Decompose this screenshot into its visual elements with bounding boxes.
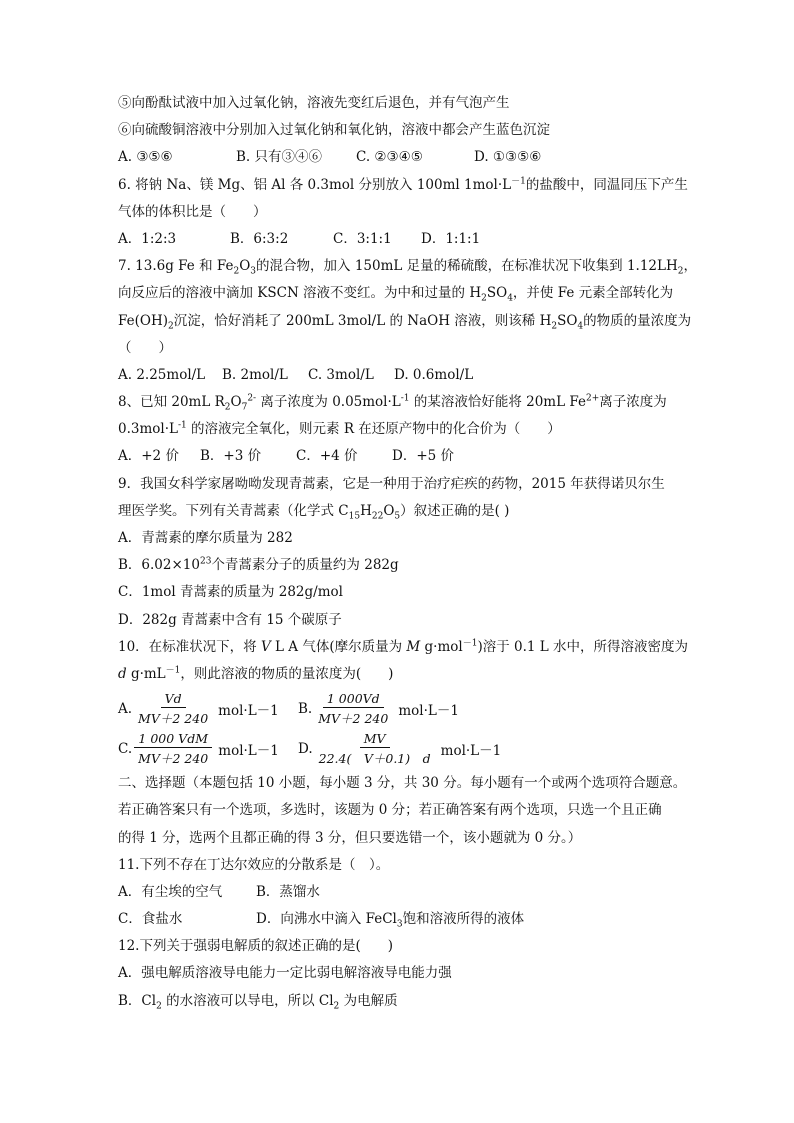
denominator: 22.4( V＋0.1) d xyxy=(318,751,431,767)
q11-options-row1 xyxy=(118,879,688,906)
option-d: D. ①③⑤⑥ xyxy=(474,149,542,166)
option-b: B. 只有③④⑥ xyxy=(236,149,323,166)
option-d: D. 0.6mol/L xyxy=(394,366,474,383)
q6-stem-line2: 气体的体积比是（ ） xyxy=(118,203,267,220)
q10-option-b: B. $\frac{1 000Vd}{MV+2 240}$ mol·L－1 xyxy=(298,691,459,727)
option-c: C．3:1:1 xyxy=(333,230,392,247)
option-a: A. ③⑤⑥ xyxy=(118,149,173,166)
q11-options-row2 xyxy=(118,906,688,933)
option-c: C．+4 价 xyxy=(296,448,358,465)
q8-stem-line1: 8、已知 20mL $R_2O_7^{2-}$ 离子浓度为 $0.05mol\cdot L^{-1}$ 的某溶液恰好能将 20mL $Fe^{2+}$离子浓度为 xyxy=(118,393,667,413)
q7-stem-line1: 7. 13.6g Fe 和 $Fe_2O_3$的混合物，加入 150mL 足量的稀硫酸，在标准状况下收集到 $1.12LH_2$， xyxy=(118,258,697,277)
option-a: A．+2 价 xyxy=(118,448,179,465)
option-d: D．+5 价 xyxy=(392,448,455,465)
numerator: MV xyxy=(360,731,390,748)
q9-option-c: C．1mol 青蒿素的质量为 282g/mol xyxy=(118,584,343,601)
section2-heading-line3: 的得 1 分，选两个且都正确的得 3 分，但只要选错一个，该小题就为 0 分。） xyxy=(118,829,582,846)
q7-stem-line2: 向反应后的溶液中滴加 KSCN 溶液不变红。为中和过量的 $H_2SO_4$，并使 Fe 元素全部转化为 xyxy=(118,285,674,304)
q8-stem-line2: $0.3mol\cdot L^{-1}$ 的溶液完全氧化，则元素 R 在还原产物中的化合价为（ ） xyxy=(118,420,561,438)
section2-heading-line2: 若正确答案只有一个选项，多选时，该题为 0 分；若正确答案有两个选项，只选一个且正确 xyxy=(118,802,662,819)
option-b: B．蒸馏水 xyxy=(256,883,320,900)
q5-statement-6: ⑥向硫酸铜溶液中分别加入过氧化钠和氧化钠，溶液中都会产生蓝色沉淀 xyxy=(118,122,550,139)
q9-option-d: D．282g 青蒿素中含有 15 个碳原子 xyxy=(118,611,342,628)
denominator: MV＋2 240 xyxy=(318,711,389,727)
q9-stem-line2: 理医学奖。下列有关青蒿素（化学式 $C_{15}H_{22}O_5$）叙述正确的是( ) xyxy=(118,502,510,522)
q6-options xyxy=(118,226,688,253)
section2-heading-line1: 二、选择题（本题包括 10 小题，每小题 3 分，共 30 分。每小题有一个或两个选项符合题意。 xyxy=(118,775,687,792)
q11-stem: 11.下列不存在丁达尔效应的分散系是（ ）。 xyxy=(118,856,390,873)
q7-options xyxy=(118,362,688,389)
option-a: A．有尘埃的空气 xyxy=(118,883,223,900)
q10-options-row1 xyxy=(118,690,688,728)
option-b: B. 2mol/L xyxy=(222,366,288,383)
numerator: Vd xyxy=(161,691,186,708)
q5-statement-5: ⑤向酚酞试液中加入过氧化钠，溶液先变红后退色，并有气泡产生 xyxy=(118,95,510,111)
q10-option-d: D. $\frac{MV}{22.4( V+0.1) d}$ mol·L－1 xyxy=(298,731,502,767)
option-c: C．食盐水 xyxy=(118,911,183,928)
option-d: D．1:1:1 xyxy=(421,230,481,247)
option-b: B．6:3:2 xyxy=(230,230,289,247)
q10-options-row2 xyxy=(118,730,688,768)
q12-stem: 12.下列关于强弱电解质的叙述正确的是( ) xyxy=(118,938,394,955)
q7-stem-line4: （ ） xyxy=(118,339,172,356)
q8-options xyxy=(118,443,688,470)
q10-option-c: C. $\frac{\text{1 000 VdM}}{MV+2 240}$ mol·L－1 xyxy=(118,731,279,767)
q6-stem-line1: 6. 将钠 Na、镁 Mg、铝 Al 各 0.3mol 分别放入 100ml $1mol\cdot L^{-1}$的盐酸中，同温同压下产生 xyxy=(118,176,688,193)
exam-page xyxy=(118,90,697,1015)
option-a: A. 2.25mol/L xyxy=(118,366,206,383)
q12-option-b: B．$Cl_2$ 的水溶液可以导电，所以 $Cl_2$ 为电解质 xyxy=(118,992,398,1012)
q10-stem-line1: 10．在标准状况下，将 V L A 气体(摩尔质量为 M g·mol$^{-1}$)溶于 0.1 L 水中，所得溶液密度为 xyxy=(118,638,689,655)
denominator: MV＋2 240 xyxy=(138,751,209,767)
denominator: MV＋2 240 xyxy=(138,711,209,727)
q5-options xyxy=(118,144,688,171)
q9-option-b: B．$6.02\times 10^{23}$个青蒿素分子的质量约为 282g xyxy=(118,556,399,574)
q9-stem-line1: 9．我国女科学家屠呦呦发现青蒿素，它是一种用于治疗疟疾的药物，2015 年获得诺贝尔生 xyxy=(118,475,665,492)
q9-option-a: A．青蒿素的摩尔质量为 282 xyxy=(118,530,293,546)
q10-stem-line2: d $g\cdot mL^{-1}$，则此溶液的物质的量浓度为( ) xyxy=(118,665,394,682)
option-c: C. ②③④⑤ xyxy=(356,149,423,166)
q12-option-a: A．强电解质溶液导电能力一定比弱电解溶液导电能力强 xyxy=(118,965,452,982)
numerator: 1 000Vd xyxy=(323,691,384,708)
option-c: C. 3mol/L xyxy=(308,366,374,383)
numerator: 1 000 VdM xyxy=(134,731,212,748)
option-d: D．向沸水中滴入 FeCl$_3$饱和溶液所得的液体 xyxy=(256,911,525,930)
option-b: B．+3 价 xyxy=(200,448,262,465)
q7-stem-line3: $Fe(OH)_2$沉淀，恰好消耗了 200mL 3mol/L 的 NaOH 溶液，则该稀 $H_2SO_4$的物质的量浓度为 xyxy=(118,312,692,332)
option-a: A．1:2:3 xyxy=(118,230,177,247)
q10-option-a: A. $\frac{Vd}{MV+2 240}$ mol·L－1 xyxy=(118,691,279,727)
